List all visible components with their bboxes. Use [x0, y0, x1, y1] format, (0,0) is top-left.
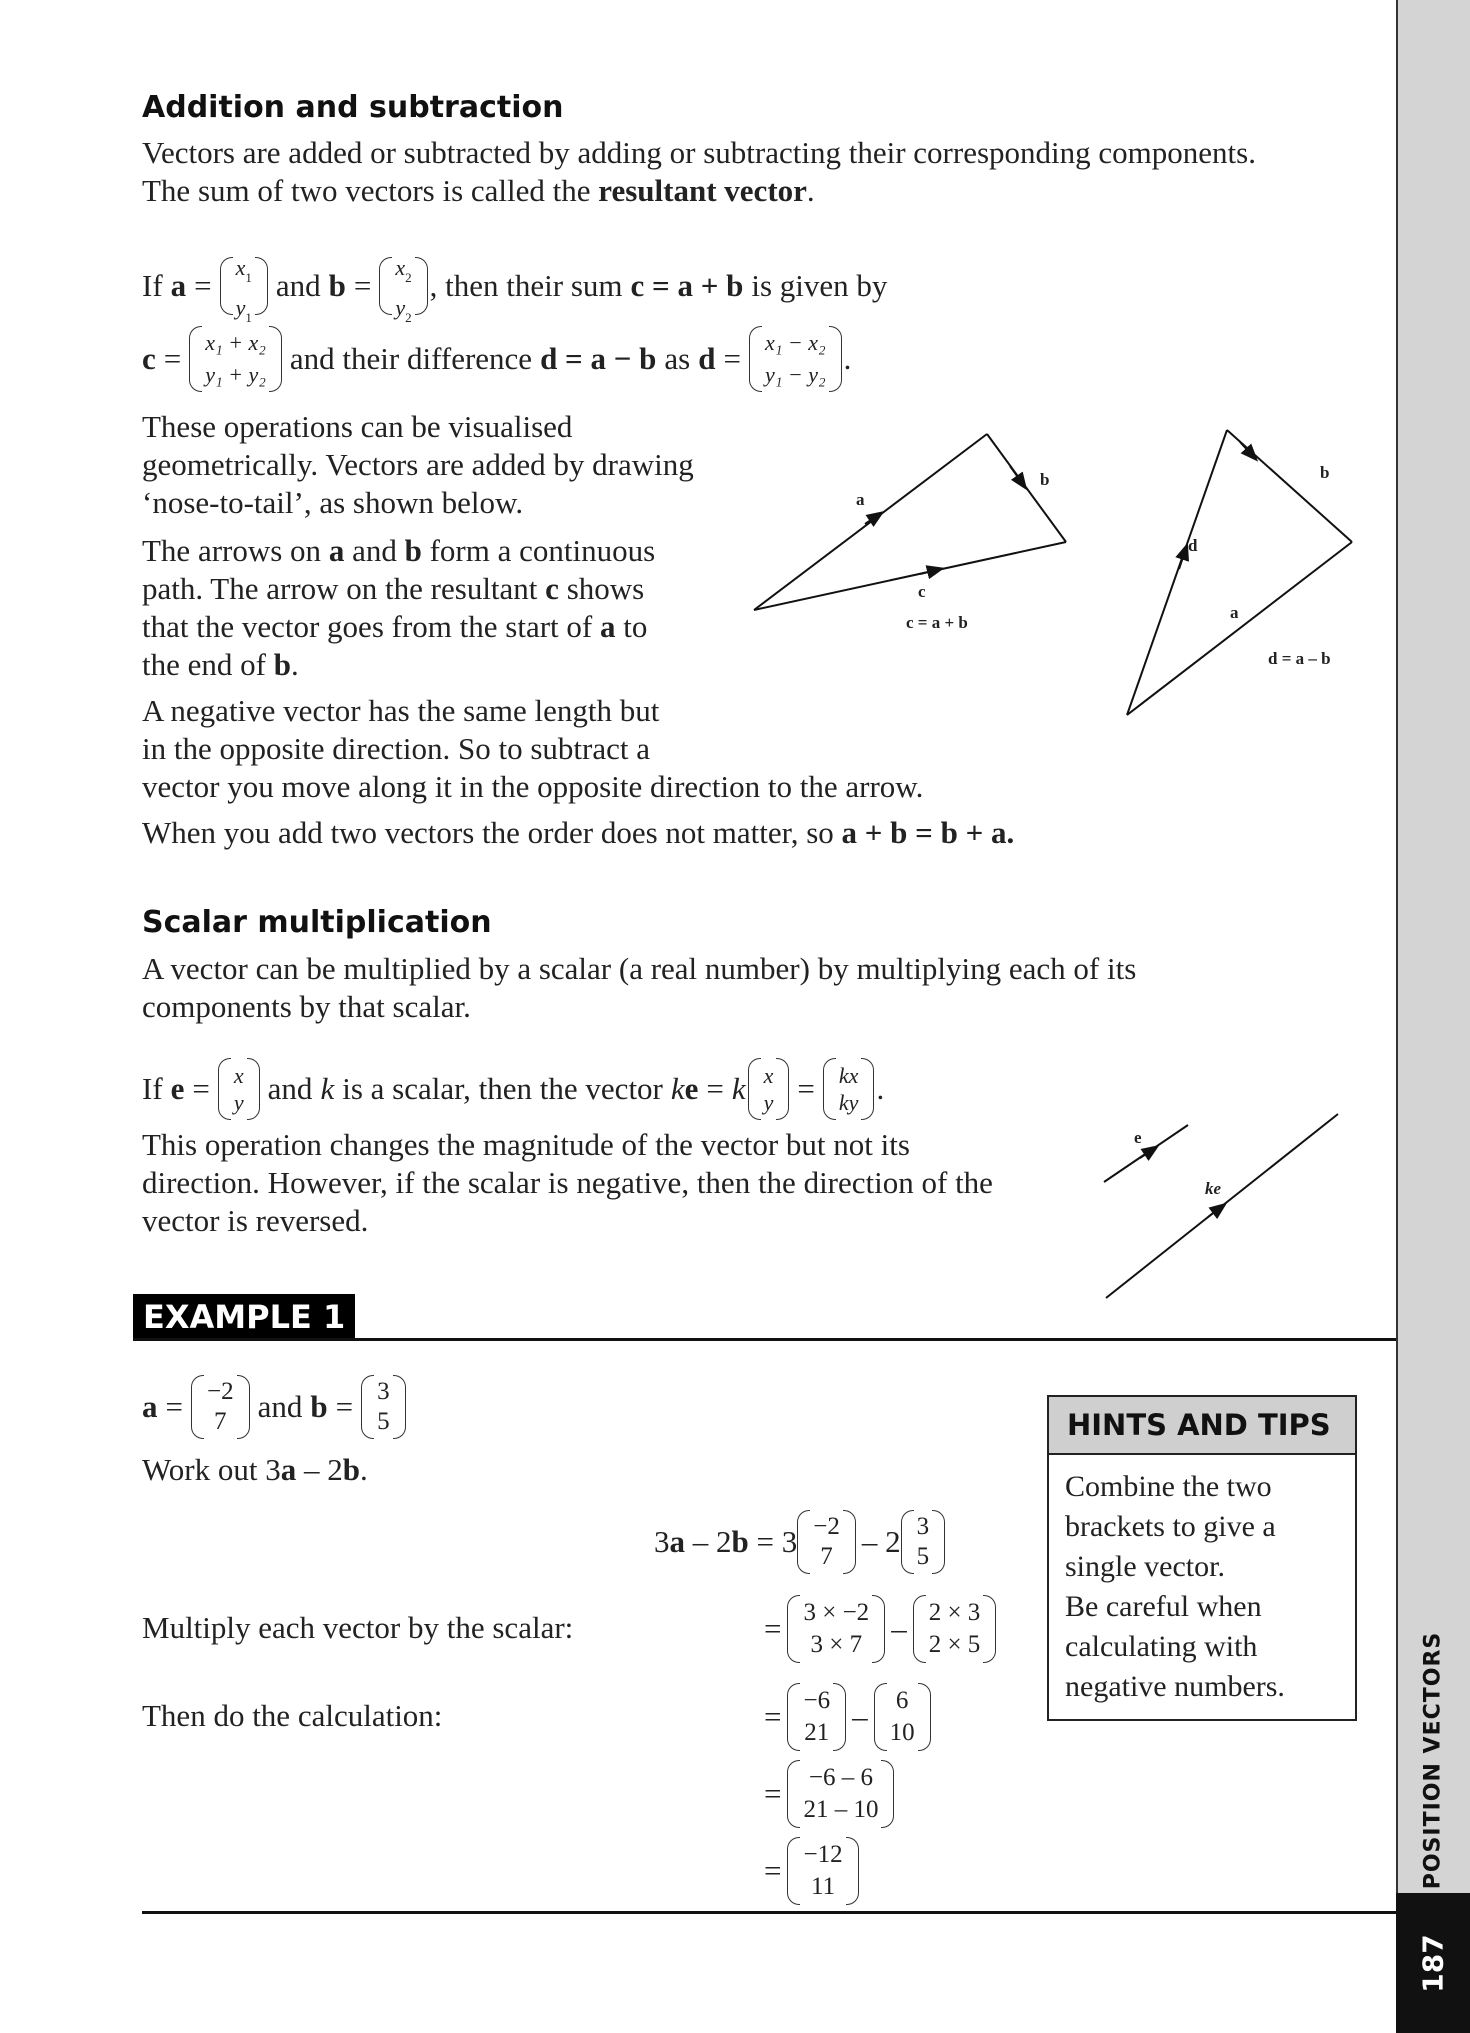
- vector-a-components: $x_1$ $y_1$: [220, 246, 268, 327]
- bottom-rule: [142, 1911, 1396, 1914]
- vector-kx-ky: kx ky: [823, 1058, 875, 1120]
- caption-c-equals-a-plus-b: c = a + b: [906, 613, 968, 632]
- hints-title: HINTS AND TIPS: [1049, 1397, 1355, 1455]
- negative-vector-paragraph: A negative vector has the same length but in the opposite direction. So to subtract a vector you move along it in the opposite direction to the arrow.: [142, 693, 924, 804]
- vector-b-values: 3 5: [361, 1375, 406, 1439]
- label-d: d: [1188, 536, 1198, 555]
- label-ke: ke: [1205, 1179, 1222, 1198]
- working-line-1: 3a – 2b = 3 −2 7 – 2 3 5: [654, 1510, 945, 1574]
- chapter-label-wrap: [1396, 1631, 1470, 1889]
- step2-label: Then do the calculation:: [142, 1698, 443, 1733]
- arrow-e: [1140, 1150, 1152, 1158]
- working-line-4: = −6 – 6 21 – 10: [764, 1760, 894, 1828]
- vector-sum-components: x₁ + x₂ y₁ + y₂: [189, 326, 282, 392]
- vector-subtraction-diagram: [1100, 420, 1360, 720]
- addition-intro: [142, 134, 1256, 210]
- arrow-d: [1179, 551, 1185, 569]
- hints-body: Combine the two brackets to give a single vector. Be careful when calculating with negative numbers.: [1065, 1470, 1285, 1703]
- label-a: a: [856, 490, 865, 509]
- arrow-c: [920, 570, 936, 574]
- arrow-b: [1240, 442, 1252, 455]
- label-c: c: [918, 582, 926, 601]
- label-a: a: [1230, 603, 1239, 622]
- formula-sum-and-difference: c = x₁ + x₂ y₁ + y₂ and their difference d = a − b as d = x₁ − x₂ y₁ − y₂ .: [142, 326, 851, 392]
- formula-sum-definition: If a = $x_1$ $y_1$ and b = $x_2$ $y_2$ , then their sum c = a + b is given by: [142, 246, 887, 327]
- caption-d-equals-a-minus-b: d = a – b: [1268, 649, 1331, 668]
- vector-addition-diagram: [740, 420, 1080, 640]
- example-question: Work out 3a – 2b.: [142, 1452, 368, 1487]
- section-heading-addition: Addition and subtraction: [142, 90, 564, 125]
- scalar-intro: A vector can be multiplied by a scalar (a real number) by multiplying each of its components by that scalar.: [142, 951, 1137, 1024]
- intro-line: Vectors are added or subtracted by adding or subtracting their corresponding components.: [142, 135, 1256, 170]
- working-line-5: = −12 11: [764, 1837, 859, 1905]
- label-b: b: [1320, 463, 1330, 482]
- vector-difference-components: x₁ − x₂ y₁ − y₂: [749, 326, 842, 392]
- example-title: EXAMPLE 1: [133, 1294, 355, 1340]
- order-paragraph: When you add two vectors the order does not matter, so a + b = b + a.: [142, 815, 1015, 850]
- visualise-paragraph: These operations can be visualised geometrically. Vectors are added by drawing ‘nose-to-tail’, as shown below.: [142, 409, 694, 520]
- section-heading-scalar: Scalar multiplication: [142, 905, 492, 940]
- label-b: b: [1040, 470, 1050, 489]
- scalar-multiple-diagram: [1090, 1110, 1350, 1310]
- vector-a-values: −2 7: [191, 1375, 250, 1439]
- arrow-b: [1010, 466, 1022, 483]
- page-number: 187: [1416, 1933, 1450, 1993]
- hints-and-tips-box: [1047, 1395, 1357, 1721]
- label-e: e: [1134, 1128, 1142, 1147]
- working-line-2: = 3 × −2 3 × 7 – 2 × 3 2 × 5: [764, 1595, 996, 1663]
- arrows-paragraph: The arrows on a and b form a continuous path. The arrow on the resultant c shows that the vector goes from the start of a to the end of b.: [142, 533, 656, 682]
- example-rule: [133, 1338, 1396, 1341]
- working-line-3: = −6 21 – 6 10: [764, 1683, 931, 1751]
- step1-label: Multiply each vector by the scalar:: [142, 1610, 574, 1645]
- formula-scalar-multiplication: If e = x y and k is a scalar, then the vector ke = k x y = kx ky .: [142, 1058, 884, 1120]
- page-number-box: [1396, 1893, 1470, 2033]
- intro-line: The sum of two vectors is called the resultant vector.: [142, 173, 815, 208]
- chapter-title: POSITION VECTORS: [1420, 1631, 1446, 1889]
- vector-xy: x y: [748, 1058, 790, 1120]
- scalar-paragraph: This operation changes the magnitude of the vector but not its direction. However, if the scalar is negative, then the direction of the vector is reversed.: [142, 1127, 993, 1238]
- example-given-vectors: a = −2 7 and b = 3 5: [142, 1375, 406, 1439]
- vector-b-components: $x_2$ $y_2$: [379, 246, 427, 327]
- vector-e-components: x y: [218, 1058, 260, 1120]
- arrow-ke: [1208, 1208, 1220, 1217]
